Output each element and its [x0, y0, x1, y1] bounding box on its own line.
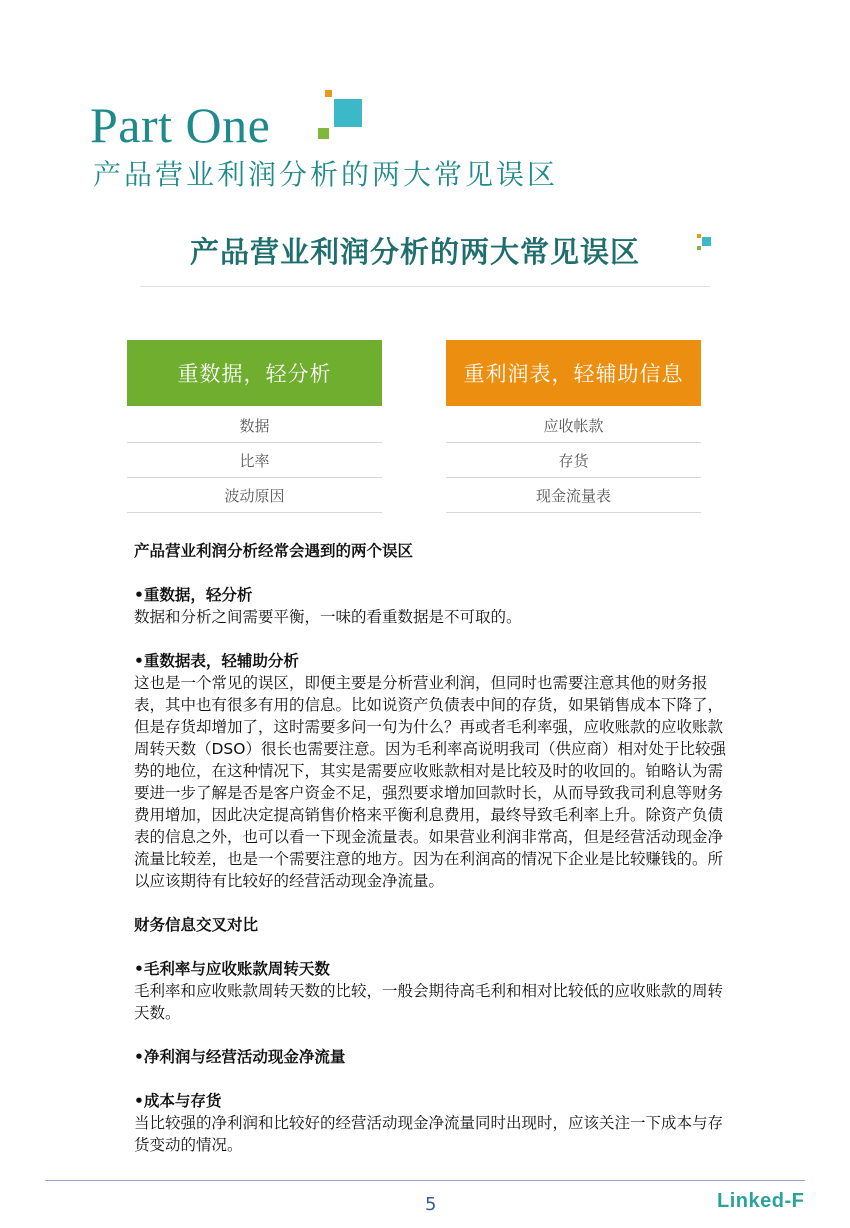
- list-item: 数据: [127, 408, 382, 443]
- point1-heading: •重数据，轻分析: [134, 586, 253, 604]
- section-heading: 产品营业利润分析的两大常见误区: [190, 235, 641, 269]
- right-column-list: [446, 408, 701, 513]
- point2-text: 这也是一个常见的误区，即便主要是分析营业利润，但同时也需要注意其他的财务报表，其中也有很多有用的信息。比如说资产负债表中间的存货，如果销售成本下降了，但是存货却增加了，这时需要多问一句为什么？再或者毛利率强，应收账款的应收账款周转天数（DSO）很长也需要注意。因为毛利率高说明我司（供应商）相对处于比较强势的地位，在这种情况下，其实是需要应收账款相对是比较及时的收回的。铂略认为需要进一步了解是否是客户资金不足，强烈要求增加回款时长，从而导致我司利息等财务费用增加，因此决定提高销售价格来平衡利息费用，最终导致毛利率上升。除资产负债表的信息之外，也可以看一下现金流量表。如果营业利润非常高，但是经营活动现金净流量比较差，也是一个需要注意的地方。因为在利润高的情况下企业是比较赚钱的。所以应该期待有比较好的经营活动现金净流量。: [134, 674, 726, 890]
- cyan-square-icon: [334, 99, 362, 127]
- cross1-text: 毛利率和应收账款周转天数的比较，一般会期待高毛利和相对比较低的应收账款的周转天数。: [134, 982, 724, 1022]
- cross3-heading: •成本与存货: [134, 1092, 222, 1110]
- part-subtitle: 产品营业利润分析的两大常见误区: [93, 158, 559, 191]
- list-item: 存货: [446, 443, 701, 478]
- list-item: 比率: [127, 443, 382, 478]
- decorative-squares: [318, 90, 368, 140]
- heading-decoration-icon: [697, 234, 717, 254]
- cross1-heading: •毛利率与应收账款周转天数: [134, 960, 330, 978]
- heading-divider: [140, 286, 710, 287]
- cross3-text: 当比较强的净利润和比较好的经营活动现金净流量同时出现时，应该关注一下成本与存货变动的情况。: [134, 1114, 724, 1154]
- footer-divider: [45, 1180, 805, 1181]
- list-item: 应收帐款: [446, 408, 701, 443]
- green-square-icon: [318, 128, 329, 139]
- list-item: 现金流量表: [446, 478, 701, 513]
- left-column-header: 重数据，轻分析: [127, 340, 382, 406]
- small-green-square-icon: [697, 246, 701, 250]
- page-number: 5: [425, 1194, 437, 1215]
- part-title: Part One: [90, 97, 271, 153]
- brand-logo: Linked-F: [717, 1190, 805, 1212]
- cross2-heading: •净利润与经营活动现金净流量: [134, 1048, 346, 1066]
- right-column-header: 重利润表，轻辅助信息: [446, 340, 701, 406]
- cross-heading: 财务信息交叉对比: [134, 916, 259, 934]
- list-item: 波动原因: [127, 478, 382, 513]
- orange-square-icon: [325, 90, 332, 97]
- small-cyan-square-icon: [702, 237, 711, 246]
- point1-text: 数据和分析之间需要平衡，一味的看重数据是不可取的。: [134, 608, 522, 626]
- small-orange-square-icon: [697, 234, 701, 238]
- body-text: [134, 540, 734, 1156]
- left-column-list: [127, 408, 382, 513]
- point2-heading: •重数据表，轻辅助分析: [134, 652, 299, 670]
- intro-heading: 产品营业利润分析经常会遇到的两个误区: [134, 542, 414, 560]
